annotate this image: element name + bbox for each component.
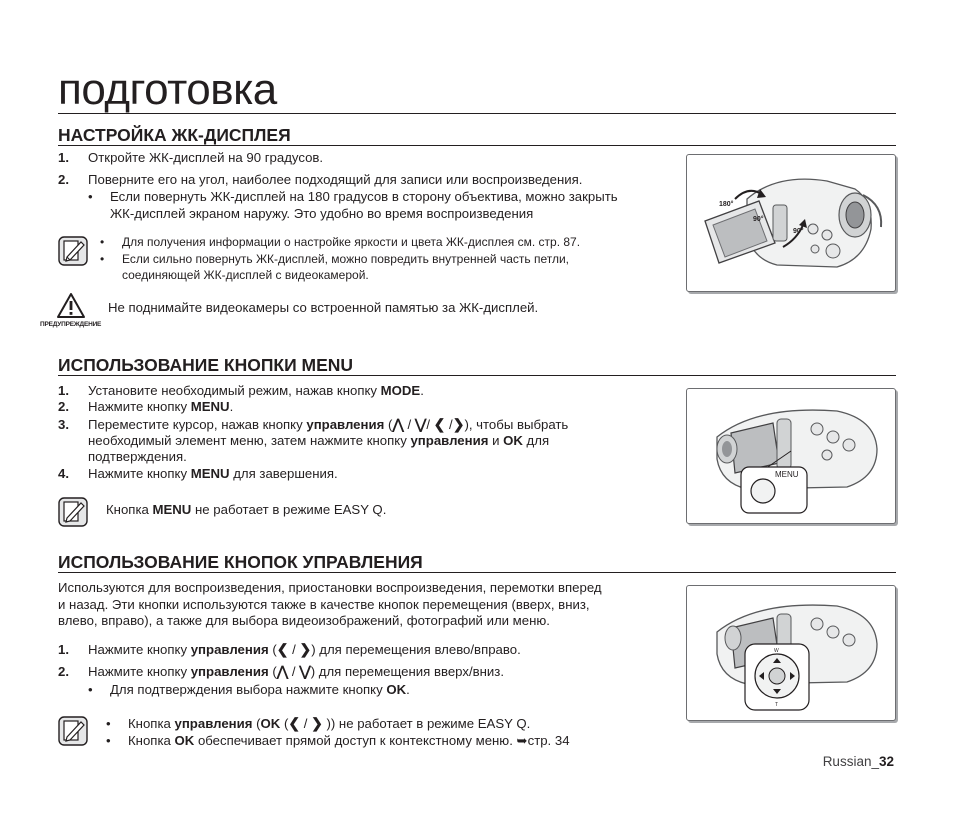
- page-ref-arrow-icon: ➥: [516, 733, 528, 748]
- down-icon: ⋁: [299, 663, 311, 679]
- step-number: 1.: [58, 642, 69, 657]
- separator: /: [426, 417, 434, 432]
- step-number: 2.: [58, 664, 69, 679]
- page-footer: [823, 754, 894, 769]
- left-icon: ❮: [276, 641, 289, 657]
- step-text: ) для перемещения вверх/вниз.: [310, 664, 504, 679]
- sub-bullet-text: Для подтверждения выбора нажмите кнопку: [110, 682, 387, 697]
- note-text-part: не работает в режиме EASY Q.: [191, 502, 387, 517]
- camcorder-controls-illustration: [687, 586, 895, 720]
- step-item: [58, 383, 424, 400]
- step-text: ) для перемещения влево/вправо.: [311, 642, 521, 657]
- step-text: (: [268, 664, 277, 679]
- intro-text: и назад. Эти кнопки используются также в качестве кнопок перемещения (вверх, вниз,: [58, 597, 590, 612]
- ok-button-ref: OK: [503, 433, 523, 448]
- warning-label: ПРЕДУПРЕЖДЕНИЕ: [40, 321, 102, 328]
- step-number: 1.: [58, 383, 69, 398]
- figure-camcorder-controls: [686, 585, 896, 721]
- section-rule: [58, 572, 896, 573]
- section-heading-controls: ИСПОЛЬЗОВАНИЕ КНОПОК УПРАВЛЕНИЯ: [58, 552, 423, 572]
- step-number: 3.: [58, 417, 69, 432]
- left-icon: ❮: [288, 715, 301, 731]
- ok-button-ref: OK: [174, 733, 195, 748]
- note-text-part: Кнопка: [106, 502, 153, 517]
- step-item: [58, 399, 233, 416]
- separator: /: [300, 716, 312, 731]
- warning-icon: [56, 292, 86, 320]
- step-text: (: [268, 642, 277, 657]
- bullet: •: [88, 682, 93, 697]
- step-item: [58, 172, 582, 189]
- step-item: [58, 663, 504, 681]
- step-text: Поверните его на угол, наиболее подходящий для записи или воспроизведения.: [88, 172, 583, 187]
- step-text-cont: подтверждения.: [88, 449, 187, 464]
- sub-bullet: [88, 189, 618, 206]
- step-item: [58, 466, 338, 483]
- ok-button-ref: OK: [260, 716, 281, 731]
- step-text: (: [384, 417, 393, 432]
- left-icon: ❮: [433, 416, 446, 432]
- note-text: обеспечивает прямой доступ к контекстному меню.: [194, 733, 517, 748]
- zoom-w-label: W: [774, 648, 779, 654]
- section-rule: [58, 375, 896, 376]
- note-icon: [58, 716, 88, 746]
- label-180: 180°: [719, 201, 734, 208]
- right-icon: ❯: [311, 715, 323, 731]
- step-text: Установите необходимый режим, нажав кнопку: [88, 383, 381, 398]
- step-text: Откройте ЖК-дисплей на 90 градусов.: [88, 150, 324, 165]
- step-number: 2.: [58, 399, 69, 414]
- step-item: [58, 150, 323, 167]
- sub-bullet: [88, 682, 410, 699]
- menu-button-ref: MENU: [190, 466, 230, 481]
- control-button-ref: управления: [190, 664, 269, 679]
- step-item: [58, 416, 568, 434]
- figure-camcorder-menu: [686, 388, 896, 524]
- label-90-b: 90°: [793, 228, 804, 235]
- page-ref: стр. 34: [527, 733, 570, 748]
- separator: /: [288, 642, 300, 657]
- page-title: подготовка: [58, 65, 277, 114]
- menu-button-ref: MENU: [152, 502, 192, 517]
- right-icon: ❯: [299, 641, 312, 657]
- note-text: )) не работает в режиме EASY Q.: [322, 716, 531, 731]
- note-item: [100, 234, 580, 250]
- step-text-end: .: [229, 399, 234, 414]
- step-text: необходимый элемент меню, затем нажмите кнопку: [88, 433, 411, 448]
- section-heading-lcd: НАСТРОЙКА ЖК-ДИСПЛЕЯ: [58, 125, 291, 145]
- down-icon: ⋁: [414, 416, 427, 432]
- bullet: •: [100, 235, 105, 249]
- warning-text: Не поднимайте видеокамеры со встроенной памятью за ЖК-дисплей.: [108, 300, 539, 315]
- bullet: •: [106, 733, 111, 748]
- step-number: 1.: [58, 150, 69, 165]
- step-text: Нажмите кнопку: [88, 466, 191, 481]
- bullet: •: [100, 252, 105, 266]
- section-rule: [58, 145, 896, 146]
- zoom-t-label: T: [775, 702, 779, 708]
- page-number: 32: [878, 754, 894, 769]
- intro-text: Используются для воспроизведения, приостановки воспроизведения, перемотки вперед: [58, 580, 602, 595]
- step-text: и: [488, 433, 504, 448]
- step-text: Нажмите кнопку: [88, 642, 191, 657]
- note-item: [106, 733, 570, 750]
- step-number: 2.: [58, 172, 69, 187]
- step-text: для завершения.: [229, 466, 338, 481]
- note-text: [106, 502, 386, 519]
- mode-button-ref: MODE: [380, 383, 421, 398]
- sub-bullet-text: Если повернуть ЖК-дисплей на 180 градусов в сторону объектива, можно закрыть: [110, 189, 618, 204]
- note-text: (: [280, 716, 289, 731]
- menu-button-label: MENU: [775, 470, 799, 479]
- right-icon: ❯: [452, 416, 465, 432]
- bullet: •: [88, 189, 93, 204]
- bullet: •: [106, 716, 111, 731]
- label-90-a: 90°: [753, 216, 764, 223]
- control-button-ref: управления: [190, 642, 269, 657]
- footer-language: Russian_: [822, 754, 879, 769]
- sub-bullet-cont: ЖК-дисплей экраном наружу. Это удобно во время воспроизведения: [110, 206, 534, 221]
- control-button-ref: управления: [174, 716, 253, 731]
- note-text: Для получения информации о настройке яркости и цвета ЖК-дисплея см. стр. 87.: [122, 235, 581, 249]
- step-text-cont: [88, 433, 549, 450]
- step-text: для: [522, 433, 550, 448]
- up-icon: ⋀: [392, 416, 404, 432]
- note-icon: [58, 236, 88, 266]
- separator: /: [403, 417, 415, 432]
- section-heading-menu: ИСПОЛЬЗОВАНИЕ КНОПКИ MENU: [58, 355, 354, 375]
- separator: /: [288, 664, 300, 679]
- step-number: 4.: [58, 466, 69, 481]
- note-text-cont: соединяющей ЖК-дисплей с видеокамерой.: [122, 268, 369, 282]
- up-icon: ⋀: [276, 663, 289, 679]
- note-item: [106, 715, 530, 733]
- camcorder-menu-illustration: [687, 389, 895, 523]
- control-button-ref: управления: [306, 417, 385, 432]
- step-text: Нажмите кнопку: [88, 664, 191, 679]
- note-text: Кнопка: [128, 716, 175, 731]
- step-text: ), чтобы выбрать: [464, 417, 569, 432]
- separator: /: [445, 417, 453, 432]
- intro-text: влево, вправо), а также для выбора видеоизображений, фотографий или меню.: [58, 613, 550, 628]
- step-text: Переместите курсор, нажав кнопку: [88, 417, 307, 432]
- figure-camcorder-lcd-rotation: [686, 154, 896, 292]
- title-rule: [58, 113, 896, 114]
- note-icon: [58, 497, 88, 527]
- step-item: [58, 641, 521, 659]
- note-text: (: [252, 716, 261, 731]
- ok-button-ref: OK: [386, 682, 407, 697]
- menu-button-ref: MENU: [190, 399, 230, 414]
- sub-bullet-text: .: [406, 682, 410, 697]
- note-item: [100, 251, 569, 267]
- note-text: Кнопка: [128, 733, 175, 748]
- camcorder-rotation-illustration: [687, 155, 895, 291]
- step-text-end: .: [420, 383, 424, 398]
- control-button-ref: управления: [410, 433, 489, 448]
- step-text: Нажмите кнопку: [88, 399, 191, 414]
- note-text: Если сильно повернуть ЖК-дисплей, можно повредить внутренней часть петли,: [122, 252, 570, 266]
